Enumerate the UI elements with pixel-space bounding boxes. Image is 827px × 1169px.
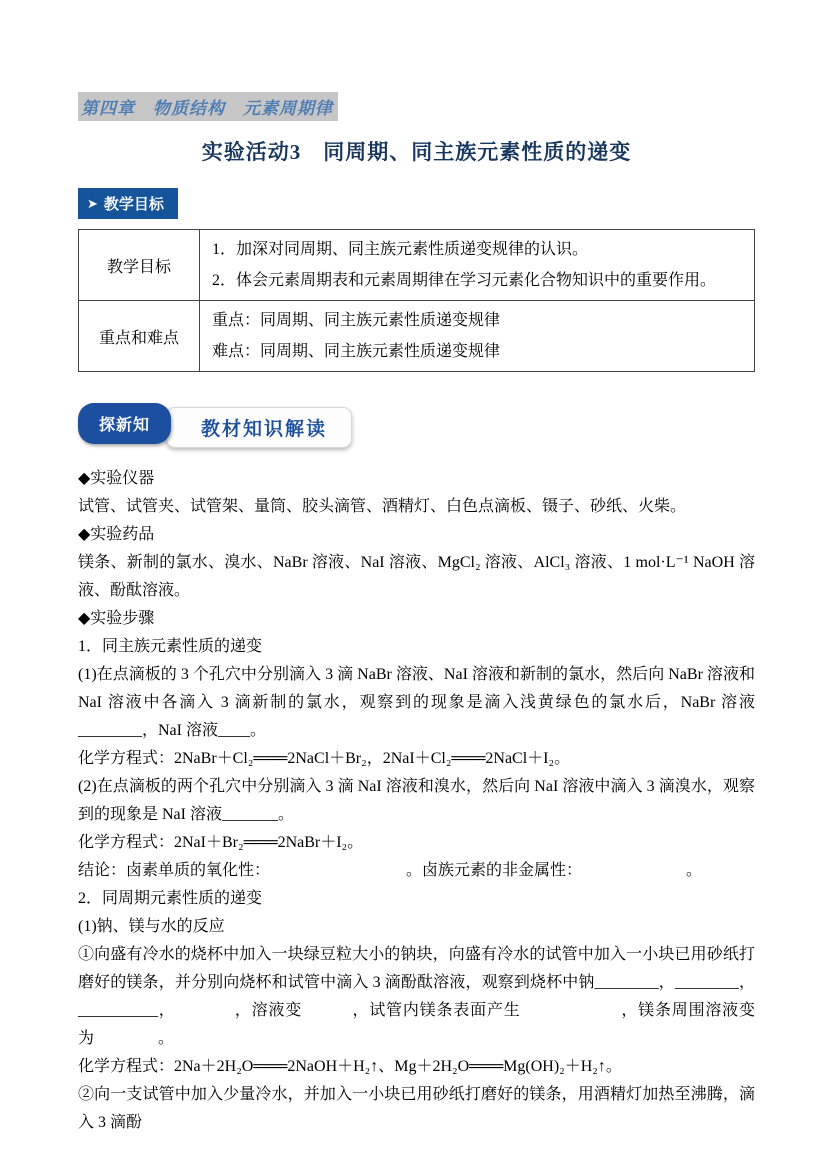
explore-new-knowledge-pill[interactable]: 探新知 [78,403,171,444]
paragraph-equation-2: 化学方程式：2NaI＋Br₂═══2NaBr＋I₂。 [78,834,364,851]
material-knowledge-tab[interactable]: 教材知识解读 [166,407,352,448]
step-heading-same-group: 1．同主族元素性质的递变 [78,638,263,655]
chapter-header-text: 第四章 物质结构 元素周期律 [81,99,333,118]
teaching-goal-badge-label: 教学目标 [103,196,164,213]
step-heading-same-period: 2．同周期元素性质的递变 [78,890,263,907]
section-heading-equipment: ◆实验仪器 [78,470,155,487]
keypoint-line: 难点：同周期、同主族元素性质递变规律 [212,343,501,360]
paragraph-conclusion: 结论：卤素单质的氧化性： 。卤族元素的非金属性： 。 [78,862,703,879]
chapter-header [78,92,338,121]
goal-line: 1．加深对同周期、同主族元素性质递变规律的认识。 [212,241,589,258]
keypoint-row-label: 重点和难点 [79,301,200,372]
explore-section-header [78,403,755,449]
paragraph-step2-1: ①向盛有冷水的烧杯中加入一块绿豆粒大小的钠块，向盛有冷水的试管中加入一小块已用砂纸打磨好的镁条，并分别向烧杯和试管中滴入 3 滴酚酞溶液，观察到烧杯中钠________，________，__________， ，溶液变 ，试管内镁条表面产生 ，镁条周围溶液变为 。 [78,946,755,1047]
goal-row-label: 教学目标 [79,230,200,301]
paragraph-step2-2: ②向一支试管中加入少量冷水，并加入一小块已用砂纸打磨好的镁条，用酒精灯加热至沸腾，滴入 3 滴酚 [78,1086,755,1131]
paragraph-step1-2: (2)在点滴板的两个孔穴中分别滴入 3 滴 NaI 溶液和溴水，然后向 NaI 溶液中滴入 3 滴溴水，观察到的现象是 NaI 溶液_______。 [78,778,755,823]
section-heading-reagents: ◆实验药品 [78,526,155,543]
paragraph-equipment-list: 试管、试管夹、试管架、量筒、胶头滴管、酒精灯、白色点滴板、镊子、砂纸、火柴。 [78,498,687,515]
paragraph-reagent-list: 镁条、新制的氯水、溴水、NaBr 溶液、NaI 溶液、MgCl₂ 溶液、AlCl₃ 溶液、1 mol·L⁻¹ NaOH 溶液、酚酞溶液。 [78,554,755,599]
paragraph-equation-1: 化学方程式：2NaBr＋Cl₂═══2NaCl＋Br₂，2NaI＋Cl₂═══2NaCl＋I₂。 [78,750,571,767]
paragraph-equation-3: 化学方程式：2Na＋2H₂O═══2NaOH＋H₂↑、Mg＋2H₂O═══Mg(OH)₂＋H₂↑。 [78,1058,622,1075]
step-heading-na-mg-water: (1)钠、镁与水的反应 [78,918,225,935]
section-heading-steps: ◆实验步骤 [78,610,155,627]
experiment-content [78,465,755,1137]
goal-row-content [200,230,755,301]
teaching-goal-badge [78,188,178,219]
paragraph-step1-1: (1)在点滴板的 3 个孔穴中分别滴入 3 滴 NaBr 溶液、NaI 溶液和新制的氯水，然后向 NaBr 溶液和 NaI 溶液中各滴入 3 滴新制的氯水，观察到的现象是滴入浅黄绿色的氯水后，NaBr 溶液________，NaI 溶液____。 [78,666,755,739]
arrow-right-icon: ➤ [87,196,98,211]
page-title: 实验活动3 同周期、同主族元素性质的递变 [201,140,632,164]
table-row [79,230,755,301]
goal-line: 2．体会元素周期表和元素周期律在学习元素化合物知识中的重要作用。 [212,272,717,289]
teaching-goal-table [78,229,755,372]
table-row [79,301,755,372]
keypoint-line: 重点：同周期、同主族元素性质递变规律 [212,312,501,329]
keypoint-row-content [200,301,755,372]
